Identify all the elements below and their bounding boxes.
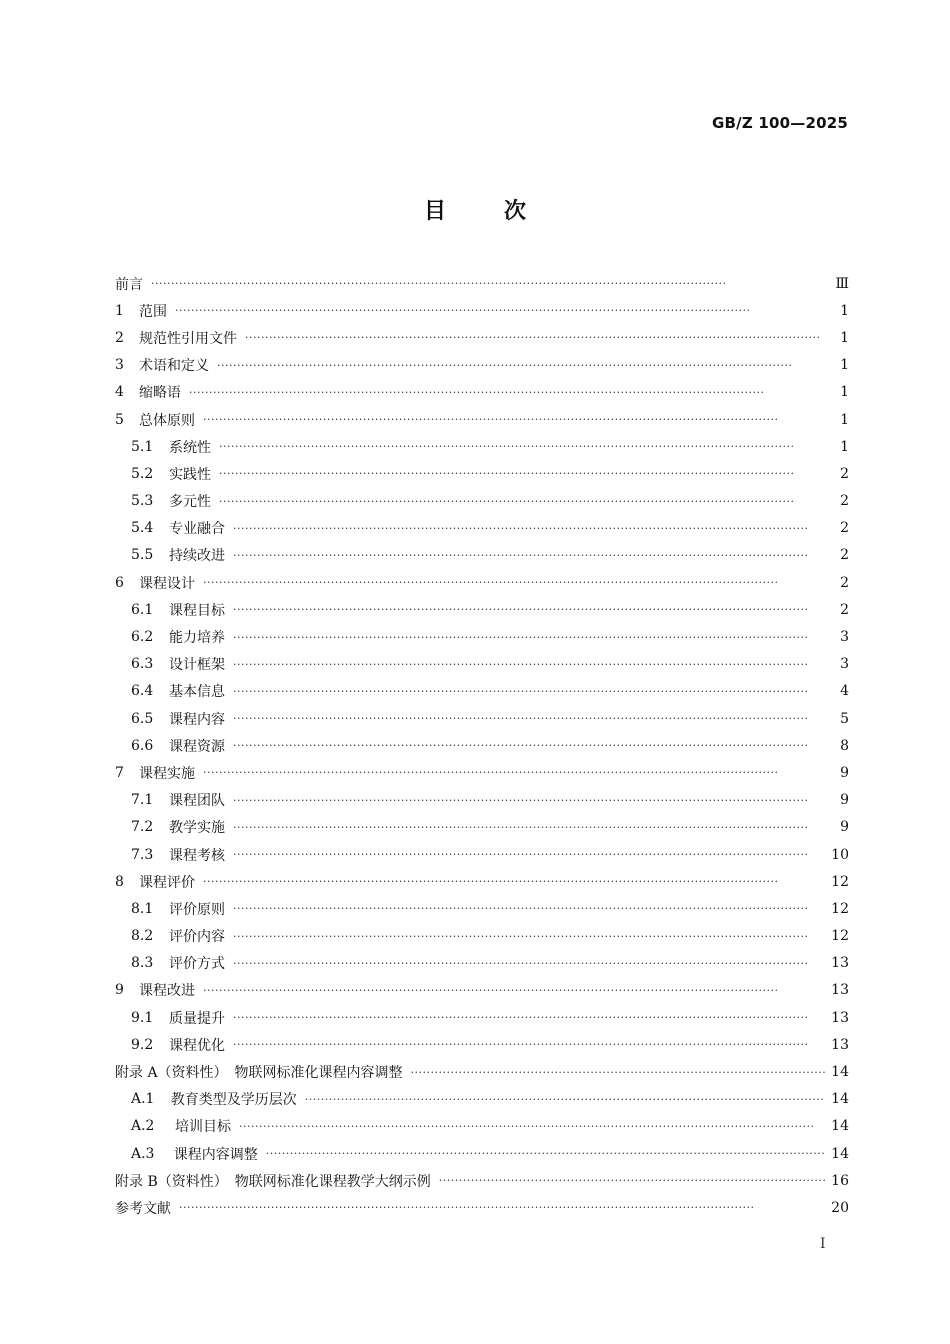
toc-entry-number: 9.1 [131, 1009, 154, 1026]
dot-leader [239, 1120, 825, 1133]
toc-entry[interactable] [115, 379, 849, 406]
toc-entry-page: 9 [840, 764, 849, 781]
toc-entry-page: 5 [840, 710, 849, 727]
toc-entry-number: 8 [115, 873, 124, 890]
toc-entry-number: 5.3 [131, 493, 154, 510]
toc-entry-page: 2 [840, 520, 849, 537]
toc-entry[interactable] [115, 623, 849, 650]
dot-leader [233, 549, 831, 562]
title-char-2: 次 [504, 199, 527, 224]
dot-leader [233, 1038, 825, 1051]
toc-entry-label: 课程优化 [169, 1037, 225, 1054]
toc-entry-page: 13 [831, 982, 849, 999]
dot-leader [233, 658, 831, 671]
toc-entry-number: 6.4 [131, 683, 154, 700]
dot-leader [217, 359, 831, 372]
toc-entry-page: 2 [840, 465, 849, 482]
toc-entry-number: 5.4 [131, 520, 154, 537]
toc-entry-number: 6.3 [131, 656, 154, 673]
toc-entry-number: 5 [115, 411, 124, 428]
dot-leader [233, 739, 831, 752]
toc-entry-number: 6.5 [131, 710, 154, 727]
toc-entry-page: 1 [840, 384, 849, 401]
dot-leader [203, 576, 831, 589]
toc-entry-number: 1 [115, 302, 124, 319]
dot-leader [411, 1066, 826, 1079]
title-char-1: 目 [423, 199, 446, 224]
toc-entry-page: 14 [831, 1091, 849, 1108]
toc-entry-label: 质量提升 [169, 1010, 225, 1027]
toc-entry-page: 1 [840, 438, 849, 455]
toc-entry-label: 教育类型及学历层次 [170, 1092, 297, 1109]
toc-entry-page: 1 [840, 357, 849, 374]
toc-entry-label: 实践性 [169, 466, 211, 483]
dot-leader [203, 984, 825, 997]
toc-entry-number: 6.6 [131, 737, 154, 754]
toc-entry-number: 8.2 [131, 928, 154, 945]
toc-entry-label: 前言 [115, 276, 143, 293]
toc-entry[interactable] [115, 1167, 849, 1194]
toc-entry-label: 总体原则 [139, 412, 195, 429]
toc-entry-number: 7.2 [131, 819, 154, 836]
toc-entry-number: 6 [115, 574, 124, 591]
toc-entry-label: 参考文献 [115, 1200, 171, 1217]
toc-entry[interactable] [115, 759, 849, 786]
toc-entry-label: 持续改进 [169, 548, 225, 565]
dot-leader [203, 413, 831, 426]
toc-entry-number: 9 [115, 982, 124, 999]
toc-entry-page: 13 [831, 1036, 849, 1053]
dot-leader [219, 440, 831, 453]
toc-entry-number: 5.5 [131, 547, 154, 564]
toc-entry-label: 课程实施 [139, 765, 195, 782]
toc-entry[interactable] [115, 950, 849, 977]
toc-entry-number: 7.3 [131, 846, 154, 863]
dot-leader [203, 875, 825, 888]
toc-entry-page: 16 [831, 1172, 849, 1189]
toc-entry-page: 14 [831, 1118, 849, 1135]
dot-leader [233, 603, 831, 616]
toc-entry-label: 术语和定义 [139, 358, 209, 375]
toc-entry-label: 课程团队 [169, 793, 225, 810]
toc-entry-page: 10 [831, 846, 849, 863]
dot-leader [233, 631, 831, 644]
toc-entry-page: 2 [840, 574, 849, 591]
dot-leader [233, 712, 831, 725]
footer-page-number: Ⅰ [820, 1236, 826, 1252]
dot-leader [233, 522, 831, 535]
dot-leader [233, 848, 825, 861]
dot-leader [219, 467, 831, 480]
toc-entry-number: 3 [115, 357, 124, 374]
toc-entry-label: 多元性 [169, 494, 211, 511]
dot-leader [233, 794, 831, 807]
toc-entry-label: 课程资源 [169, 738, 225, 755]
dot-leader [305, 1093, 825, 1106]
toc-entry-number: A.2 [131, 1118, 155, 1135]
toc-entry-label: 专业融合 [169, 521, 225, 538]
toc-entry-page: 8 [840, 737, 849, 754]
toc-entry-number: 8.1 [131, 900, 154, 917]
toc-entry-label: 教学实施 [169, 820, 225, 837]
dot-leader [151, 277, 829, 290]
page-title [0, 194, 950, 225]
dot-leader [189, 386, 831, 399]
toc-entry[interactable] [115, 324, 849, 351]
dot-leader [439, 1174, 825, 1187]
toc-entry[interactable] [115, 705, 849, 732]
dot-leader [233, 685, 831, 698]
toc-entry[interactable] [115, 977, 849, 1004]
dot-leader [175, 304, 831, 317]
toc-entry-number: 7.1 [131, 792, 154, 809]
toc-entry-label: 课程设计 [139, 575, 195, 592]
toc-entry-page: 9 [840, 819, 849, 836]
toc-entry-label: 设计框架 [169, 657, 225, 674]
toc-entry-label: 基本信息 [169, 684, 225, 701]
toc-entry-label: 范围 [139, 303, 167, 320]
toc-entry[interactable] [115, 406, 849, 433]
dot-leader [219, 495, 831, 508]
toc-entry[interactable] [115, 352, 849, 379]
toc-entry-label: 培训目标 [175, 1119, 231, 1136]
toc-entry[interactable] [115, 542, 849, 569]
toc-entry-label: 课程评价 [139, 874, 195, 891]
toc-entry-page: 3 [840, 656, 849, 673]
toc-entry-number: A.3 [131, 1145, 155, 1162]
toc-entry[interactable] [115, 814, 849, 841]
toc-entry-label: 课程内容调整 [173, 1146, 258, 1163]
toc-entry[interactable] [115, 1140, 849, 1167]
toc-entry[interactable] [115, 569, 849, 596]
dot-leader [203, 766, 831, 779]
toc-entry[interactable] [115, 297, 849, 324]
toc-entry[interactable] [115, 515, 849, 542]
toc-entry[interactable] [115, 787, 849, 814]
toc-entry-number: 6.2 [131, 629, 154, 646]
toc-entry[interactable] [115, 433, 849, 460]
toc-entry-label: 课程目标 [169, 602, 225, 619]
toc-entry[interactable] [115, 651, 849, 678]
toc-entry-number: 8.3 [131, 955, 154, 972]
toc-entry-page: 2 [840, 601, 849, 618]
toc-entry[interactable] [115, 1086, 849, 1113]
toc-entry[interactable] [115, 1058, 849, 1085]
toc-entry-label: 缩略语 [139, 385, 181, 402]
toc-entry[interactable] [115, 460, 849, 487]
toc-entry-page: 12 [831, 928, 849, 945]
toc-entry[interactable] [115, 868, 849, 895]
toc-entry-number: 4 [115, 384, 124, 401]
toc-entry-page: 14 [831, 1145, 849, 1162]
standard-code: GB/Z 100—2025 [712, 114, 848, 132]
toc-entry[interactable] [115, 1113, 849, 1140]
toc-entry-number: 9.2 [131, 1036, 154, 1053]
toc-entry-label: 课程内容 [169, 711, 225, 728]
toc-entry-page: 9 [840, 792, 849, 809]
dot-leader [179, 1201, 825, 1214]
toc-entry[interactable] [115, 923, 849, 950]
toc-entry[interactable] [115, 270, 849, 297]
toc-entry-label: 附录 A（资料性） 物联网标准化课程内容调整 [115, 1065, 403, 1082]
toc-entry-label: 课程改进 [139, 983, 195, 1000]
toc-entry-number: 5.1 [131, 438, 154, 455]
dot-leader [245, 331, 831, 344]
dot-leader [233, 1011, 825, 1024]
toc-entry[interactable] [115, 1031, 849, 1058]
toc-entry[interactable] [115, 732, 849, 759]
toc-entry[interactable] [115, 488, 849, 515]
toc-entry-label: 能力培养 [169, 630, 225, 647]
toc-entry-label: 系统性 [169, 439, 211, 456]
toc-entry-page: 2 [840, 547, 849, 564]
toc-entry-label: 评价方式 [169, 956, 225, 973]
toc-entry-number: A.1 [131, 1091, 155, 1108]
toc-entry[interactable] [115, 596, 849, 623]
toc-entry-page: 12 [831, 873, 849, 890]
toc-entry-number: 2 [115, 329, 124, 346]
toc-entry-page: 20 [831, 1199, 849, 1216]
dot-leader [233, 821, 831, 834]
toc-entry-page: 14 [831, 1064, 849, 1081]
toc-entry[interactable] [115, 1004, 849, 1031]
dot-leader [233, 957, 825, 970]
toc-entry-page: 4 [840, 683, 849, 700]
toc-entry[interactable] [115, 841, 849, 868]
toc-entry-page: 13 [831, 955, 849, 972]
toc-entry[interactable] [115, 678, 849, 705]
dot-leader [266, 1147, 825, 1160]
toc-entry-label: 附录 B（资料性） 物联网标准化课程教学大纲示例 [115, 1173, 431, 1190]
toc-entry-number: 6.1 [131, 601, 154, 618]
toc-entry-number: 5.2 [131, 465, 154, 482]
toc-entry-page: Ⅲ [835, 275, 849, 292]
toc-entry-page: 3 [840, 629, 849, 646]
toc-entry-page: 1 [840, 411, 849, 428]
toc-entry-page: 2 [840, 493, 849, 510]
toc-entry-page: 1 [840, 329, 849, 346]
toc-entry-label: 课程考核 [169, 847, 225, 864]
toc-entry-number: 7 [115, 764, 124, 781]
toc-entry-page: 12 [831, 900, 849, 917]
dot-leader [233, 930, 825, 943]
toc-entry[interactable] [115, 1194, 849, 1221]
toc-entry-label: 评价内容 [169, 929, 225, 946]
toc-entry[interactable] [115, 895, 849, 922]
toc-entry-page: 13 [831, 1009, 849, 1026]
toc-entry-label: 规范性引用文件 [139, 330, 237, 347]
dot-leader [233, 902, 825, 915]
toc-entry-label: 评价原则 [169, 901, 225, 918]
toc-entry-page: 1 [840, 302, 849, 319]
table-of-contents [115, 270, 849, 1222]
